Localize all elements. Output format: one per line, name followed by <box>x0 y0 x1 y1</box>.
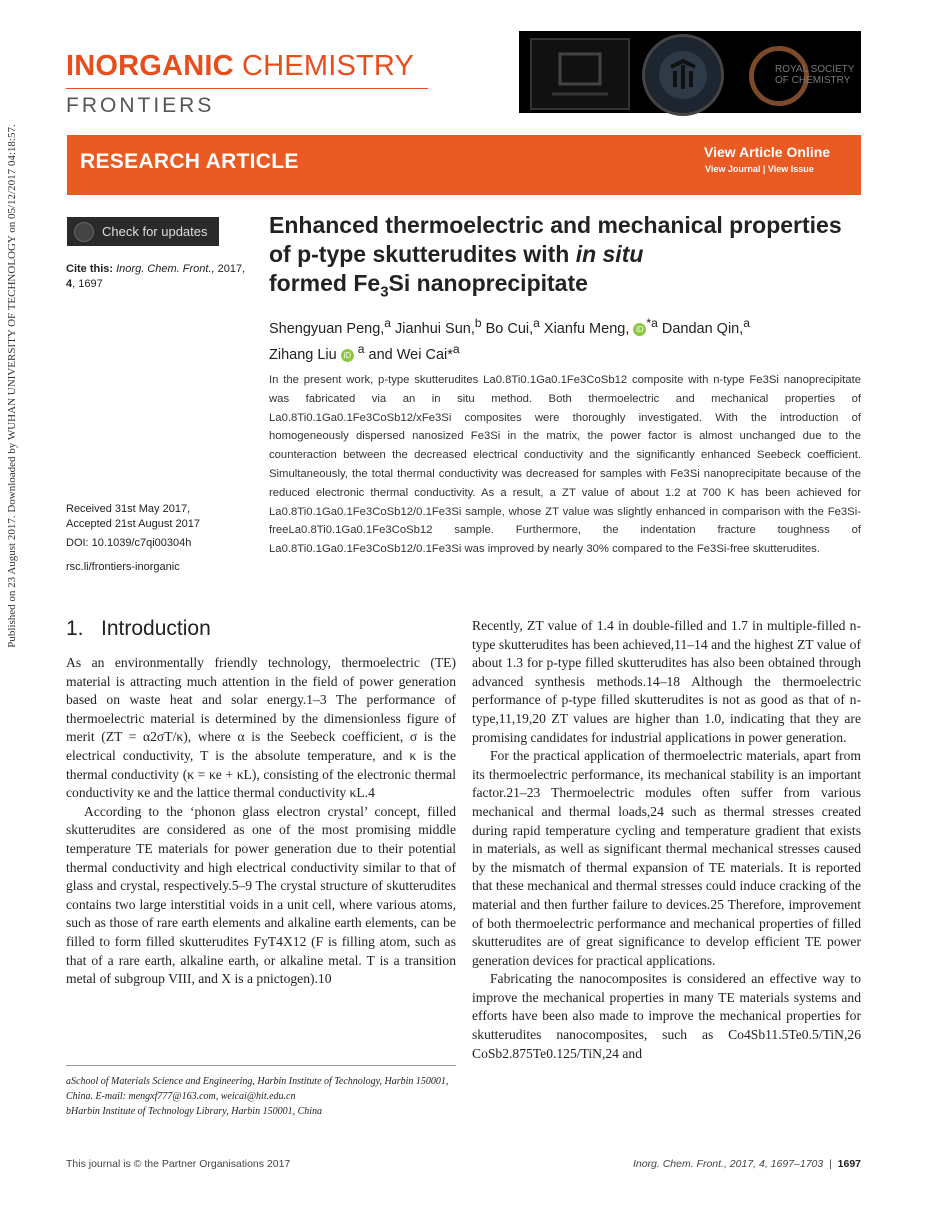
paragraph: Recently, ZT value of 1.4 in double-filled and 1.7 in multiple-filled n-type skutterudites has been achieved,11–14 and the highest ZT value of about 1.3 for p-type filled skutterudites has also been obtained through advanced synthesis methods.14–18 Although the thermoelectric performance of p-type filled skutterudites is not as good as that of n-type,11,19,20 ZT values are higher than 1.0, indicating that they are promising candidates for industrial applications in power generation. <box>472 618 861 745</box>
copyright-footer: This journal is © the Partner Organisations 2017 <box>66 1158 291 1170</box>
rsc-logo <box>745 40 855 106</box>
orcid-icon[interactable]: iD <box>341 349 354 362</box>
paragraph: According to the ‘phonon glass electron crystal’ concept, filled skutterudites are considered as one of the most promising middle temperature TE materials for power generation due to their potential thermal conductivity and high electrical conductivity similar to that of glass and crystal, respectively.5–9 The crystal structure of skutterudites contains two large interstitial voids in a unit cell, where various atoms, such as those of rare earth elements and alkaline earth elements, can be filled to form filled skutterudites FyT4X12 (F is filling atom, such as that of a rare earth, alkaline earth, or alkaline metal. T is a transition metal of subgroup VIII, and X is a pnictogen).10 <box>66 803 456 987</box>
orcid-icon[interactable]: iD <box>633 323 646 336</box>
view-journal-issue-links[interactable]: View Journal | View Issue <box>705 164 814 174</box>
affiliation-footnotes <box>66 1074 466 1119</box>
journal-subtitle: FRONTIERS <box>66 94 215 117</box>
download-stamp <box>0 0 22 780</box>
check-for-updates-label: Check for updates <box>102 224 208 239</box>
footnote-b: bHarbin Institute of Technology Library, Harbin 150001, China <box>66 1106 323 1117</box>
author-list: Shengyuan Peng,$^a$ Jianhui Sun,$^b$ Bo Cui,$^a$ Xianfu Meng, iD $^{*a}$ Dandan Qin,$^a$ Zihang Liu iD $^a$ and Wei Cai*$^a$ <box>269 316 750 363</box>
section-heading: 1. Introduction <box>66 617 211 640</box>
view-article-online-link[interactable]: View Article Online <box>704 144 831 160</box>
citation: Cite this: Inorg. Chem. Front., 2017, 4, 1697 <box>66 263 246 290</box>
body-column-left <box>66 654 456 989</box>
download-stamp-text: Published on 23 August 2017. Downloaded by WUHAN UNIVERSITY OF TECHNOLOGY on 05/12/2017 04:18:57. <box>6 124 18 648</box>
received-accepted-dates: Received 31st May 2017, Accepted 21st August 2017 <box>66 503 200 530</box>
ccs-logo-icon <box>530 38 630 110</box>
rsc-logo-text: ROYAL SOCIETY OF CHEMISTRY <box>775 64 855 86</box>
journal-short-link[interactable]: rsc.li/frontiers-inorganic <box>66 561 180 573</box>
peking-university-logo-icon <box>642 34 724 116</box>
journal-title-rule <box>66 88 428 89</box>
journal-title: INORGANIC CHEMISTRY <box>66 50 415 82</box>
citation-footer: Inorg. Chem. Front., 2017, 4, 1697–1703 | 1697 <box>632 1158 861 1170</box>
footnote-rule <box>66 1065 456 1066</box>
paragraph: Fabricating the nanocomposites is considered an effective way to improve the mechanical properties in many TE materials systems and efforts have been also made to improve the mechanical properties for skutterudites nanocomposites, such as Co4Sb11.5Te0.5/TiN,26 CoSb2.875Te0.125/TiN,24 and <box>472 971 861 1061</box>
article-title: Enhanced thermoelectric and mechanical properties of p-type skutterudites with in situ formed $Fe_3Si$ nanoprecipitate <box>269 212 842 301</box>
article-type-label: RESEARCH ARTICLE <box>80 150 299 173</box>
paragraph: For the practical application of thermoelectric materials, apart from its thermoelectric performance, its mechanical stability is an important factor.21–23 Thermoelectric modules often suffer from various mechanical and thermal loads,24 such as thermal stresses created during rapid temperature cycling and temperature gradient that exists in materials, as well as significant thermal mechanical stresses caused by the mismatch of thermal expansion of TE materials. It is reported that these mechanical and thermal stresses could induce cracking of the material and then further failure to devices.25 Therefore, improvement of both thermoelectric performance and mechanical properties of filled skutterudites are of great significance to develop efficient TE power generation devices for practical applications. <box>472 748 861 968</box>
crossmark-icon <box>74 222 94 242</box>
doi[interactable]: DOI: 10.1039/c7qi00304h <box>66 537 192 549</box>
body-column-right <box>472 617 861 1063</box>
page-number: 1697 <box>837 1158 861 1170</box>
footnote-a: aSchool of Materials Science and Engineering, Harbin Institute of Technology, Harbin 150001, China. E-mail: mengxf777@163.com, weicai@hit.edu.cn <box>66 1076 449 1102</box>
paragraph: As an environmentally friendly technology, thermoelectric (TE) material is attracting much attention in the field of power generation based on waste heat and solar energy.1–3 The performance of thermoelectric material is determined by the dimensionless figure of merit (ZT = α2σT/κ), where α is the Seebeck coefficient, σ is the electrical conductivity, T is the absolute temperature, and κ is the thermal conductivity (κ = κe + κL), consisting of the electronic thermal conductivity κe and the lattice thermal conductivity κL.4 <box>66 655 456 801</box>
abstract: In the present work, p-type skutterudites La0.8Ti0.1Ga0.1Fe3CoSb12 composite with n-type Fe3Si nanoprecipitate was fabricated via an in situ method. Both thermoelectric and mechanical properties of La0.8Ti0.1Ga0.1Fe3CoSb12/xFe3Si composites were thoroughly investigated. With the introduction of homogeneously dispersed nanosized Fe3Si in the matrix, the power factor is almost unchanged due to the counteraction between the decreased electrical conductivity and the significantly enhanced Seebeck coefficient. Simultaneously, the total thermal conductivity was decreased for samples with Fe3Si nanoprecipitate because of the reduced electronic thermal conductivity. As a result, a ZT value of about 1.2 at 700 K has been achieved for La0.8Ti0.1Ga0.1Fe3CoSb12/0.1Fe3Si sample, whose ZT value was slightly enhanced in comparison with the Fe3Si-freeLa0.8Ti0.1Ga0.1Fe3CoSb12 sample. Furthermore, the indentation fracture toughness of La0.8Ti0.1Ga0.1Fe3CoSb12/0.1Fe3Si was improved by nearly 30% compared to the Fe3Si-free skutterudites. <box>269 374 861 556</box>
